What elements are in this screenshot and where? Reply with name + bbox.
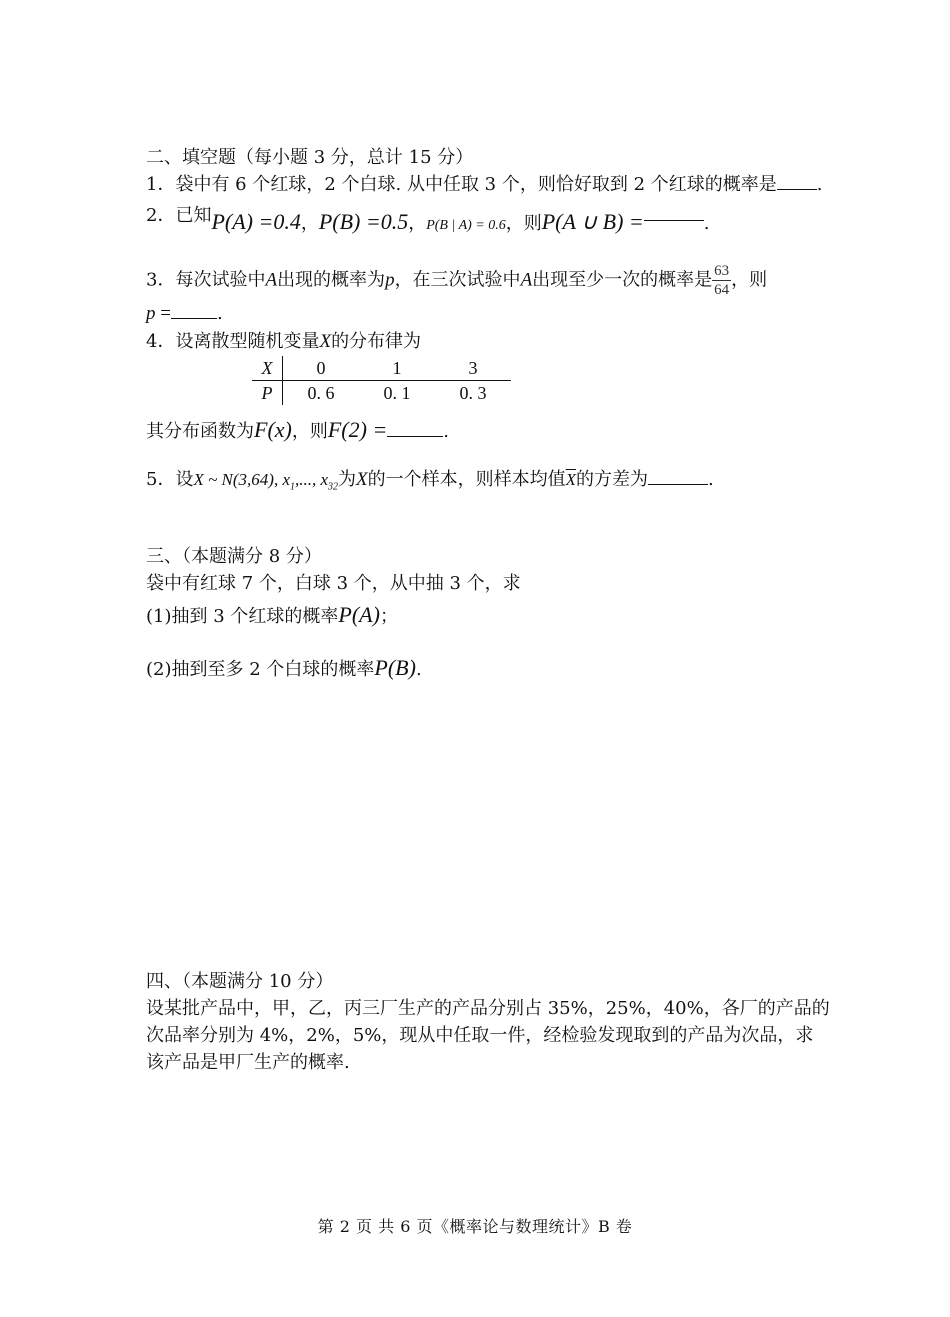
q2-pa: P(A) =0.4	[211, 209, 301, 234]
q5-subscript-1: 1	[290, 481, 295, 493]
answer-blank-2	[644, 220, 704, 221]
question-3-answer	[146, 302, 223, 326]
page-footer: 第 2 页 共 6 页《概率论与数理统计》B 卷	[317, 1217, 633, 1236]
part-2-text: (2)抽到至多 2 个白球的概率	[146, 659, 375, 680]
section-2-title: 二、填空题（每小题 3 分，总计 15 分）	[146, 147, 474, 168]
q2-pb: P(B) =0.5	[318, 209, 409, 234]
x-value-3: 3	[435, 356, 511, 381]
section-4-title: 四、（本题满分 10 分）	[146, 971, 334, 992]
q4-text-d: ，则	[291, 421, 328, 442]
q2-sep1: ，	[300, 213, 319, 234]
q5-text-c: 的一个样本，则样本均值	[367, 469, 566, 490]
q4-text-a: 4．设离散型随机变量	[146, 331, 320, 352]
q3-event-a: A	[265, 269, 278, 291]
q4-variable-x: X	[319, 331, 332, 352]
q4-cdf-fx: F(x)	[254, 417, 292, 442]
q3-fraction-numerator: 63	[714, 263, 730, 279]
question-3	[146, 262, 767, 299]
q5-subscript-32: 32	[328, 481, 339, 493]
q2-prefix: 2．已知	[146, 205, 212, 226]
question-1	[146, 173, 823, 197]
table-row-x	[252, 356, 511, 381]
q2-union: P(A ∪ B) =	[541, 209, 644, 234]
part-1-text: (1)抽到 3 个红球的概率	[146, 606, 339, 627]
q5-text-b: 为	[338, 469, 357, 490]
q3-event-a-2: A	[520, 269, 533, 291]
p-value-3: 0. 3	[459, 382, 487, 403]
section-4-line-1: 设某批产品中，甲，乙，丙三厂生产的产品分别占 35%，25%，40%，各厂的产品的	[146, 998, 830, 1019]
answer-blank-5	[648, 484, 708, 485]
q3-equals: =	[155, 303, 171, 324]
p-value-0: 0. 6	[307, 382, 335, 403]
section-4-line-3: 该产品是甲厂生产的概率.	[146, 1052, 350, 1073]
section-3-title: 三、（本题满分 8 分）	[146, 546, 322, 567]
q3-text-e: ，则	[731, 269, 768, 291]
part-2-end: .	[415, 659, 422, 680]
question-4-cdf	[146, 418, 449, 444]
question-1-text: 1．袋中有 6 个红球，2 个白球. 从中任取 3 个，则恰好取到 2 个红球的概率是	[146, 174, 777, 195]
q3-text-b: 出现的概率为	[277, 269, 386, 291]
q5-variable-x: X	[356, 469, 368, 490]
q2-sep2: ，	[408, 213, 427, 234]
q4-cdf-f2: F(2) =	[327, 417, 388, 442]
p-value-1: 0. 1	[383, 382, 411, 403]
q3-p: p	[385, 269, 395, 291]
distribution-table	[252, 356, 511, 405]
q2-pcond: P(B | A) = 0.6	[426, 218, 506, 233]
q4-text-b: 的分布律为	[331, 331, 422, 352]
q3-text-d: 出现至少一次的概率是	[532, 269, 713, 291]
q3-text-c: ，在三次试验中	[394, 269, 521, 291]
q3-fraction	[712, 262, 731, 299]
q5-period: .	[708, 469, 714, 490]
x-value-0: 0	[283, 356, 360, 381]
q2-then: ，则	[505, 213, 542, 234]
q4-text-c: 其分布函数为	[146, 421, 254, 442]
question-2	[146, 204, 710, 238]
q3-fraction-denominator: 64	[714, 282, 730, 298]
q5-text-d: 的方差为	[576, 469, 649, 490]
part-1-end: ；	[379, 606, 398, 627]
q5-distribution-text: X ~ N(3,64), x	[193, 470, 290, 489]
q5-distribution	[193, 470, 339, 493]
q2-period: .	[703, 213, 710, 234]
answer-blank-4	[387, 436, 443, 437]
row-label-p: P	[252, 381, 283, 406]
q5-text-a: 5．设	[146, 469, 194, 490]
q3-text-a: 3．每次试验中	[146, 269, 266, 291]
part-1-pa: P(A)	[338, 602, 380, 627]
answer-blank-1	[777, 189, 817, 190]
section-3-part-2	[146, 656, 422, 682]
q5-distribution-mid: ,..., x	[295, 470, 329, 489]
q1-period: .	[816, 174, 823, 195]
q3-period: .	[216, 303, 223, 324]
answer-blank-3	[171, 318, 217, 319]
part-2-pb: P(B)	[374, 655, 416, 680]
q5-sample-mean: $\overline{X}$	[565, 470, 577, 489]
x-value-1: 1	[359, 356, 435, 381]
question-4	[146, 330, 421, 354]
section-3-part-1	[146, 603, 398, 629]
section-4-line-2: 次品率分别为 4%，2%，5%，现从中任取一件，经检验发现取到的产品为次品，求	[146, 1025, 814, 1046]
q4-period: .	[443, 421, 450, 442]
section-3-body: 袋中有红球 7 个，白球 3 个，从中抽 3 个，求	[146, 573, 521, 594]
table-row-p	[252, 381, 511, 406]
question-5	[146, 468, 714, 499]
q3-p-answer: p	[146, 303, 156, 324]
row-label-x: X	[252, 356, 283, 381]
